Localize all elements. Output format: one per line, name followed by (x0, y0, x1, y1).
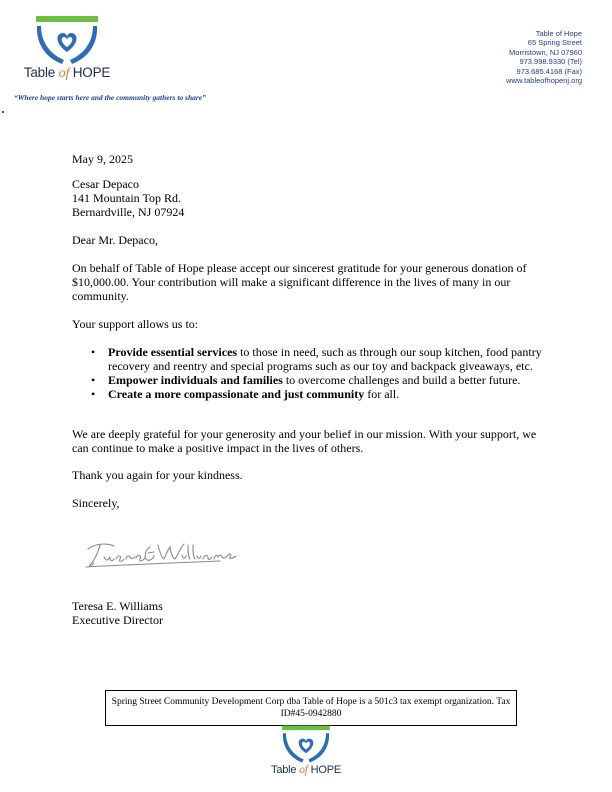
recipient-city: Bernardville, NJ 07924 (72, 205, 185, 219)
tagline: “Where hope starts here and the community gathers to share” (14, 93, 206, 102)
support-intro: Your support allows us to: (72, 317, 199, 331)
recipient-street: 141 Mountain Top Rd. (72, 191, 181, 205)
hands-heart-icon (264, 724, 348, 764)
closing: Sincerely, (72, 496, 120, 510)
thanks-line: Thank you again for your kindness. (72, 468, 243, 482)
signer-title: Executive Director (72, 613, 163, 627)
list-item (91, 345, 551, 373)
recipient-name: Cesar Depaco (72, 177, 139, 191)
contact-org: Table of Hope (535, 29, 582, 38)
support-list (91, 345, 551, 401)
signer-block (72, 599, 163, 627)
salutation: Dear Mr. Depaco, (72, 233, 158, 247)
list-item-text: for all. (364, 387, 400, 401)
list-item-text: to those in need, such as through our soup kitchen, food pantry recovery and reentry and special programs such as our toy and backpack giveaways, etc. (108, 345, 542, 373)
contact-fax: 973.685.4168 (Fax) (516, 66, 582, 76)
handwritten-signature (80, 535, 240, 575)
letter-date: May 9, 2025 (72, 152, 133, 166)
contact-block (506, 29, 582, 85)
recipient-address (72, 177, 184, 219)
tax-exempt-notice: Spring Street Community Development Corp dba Table of Hope is a 501c3 tax exempt organization. Tax ID#45-0942880 (105, 690, 517, 726)
table-of-hope-logo (14, 14, 120, 94)
list-item (91, 373, 551, 387)
list-item (91, 387, 551, 401)
footer-logo (264, 724, 348, 784)
list-item-bold: Create a more compassionate and just community (108, 387, 365, 401)
bullet-icon: • (91, 373, 96, 387)
bullet-icon: • (91, 345, 96, 359)
bullet-icon: • (91, 387, 96, 401)
signer-name: Teresa E. Williams (72, 599, 163, 613)
logo-wordmark: Table of HOPE (271, 764, 341, 776)
list-item-bold: Provide essential services (108, 345, 238, 359)
paragraph-mission: We are deeply grateful for your generosity and your belief in our mission. With your support, we can continue to make a positive impact in the lives of others. (72, 427, 537, 455)
hands-heart-icon (14, 14, 120, 66)
contact-website[interactable]: www.tableofhopenj.org (506, 76, 582, 86)
contact-tel: 973.998.9330 (Tel) (519, 57, 582, 67)
contact-city: Morristown, NJ 07960 (509, 47, 582, 57)
paragraph-gratitude: On behalf of Table of Hope please accept our sincerest gratitude for your generous donation of $10,000.00. Your contribution will make a significant difference in the lives of many in our community. (72, 261, 527, 303)
list-item-bold: Empower individuals and families (108, 373, 283, 387)
stray-mark (2, 111, 4, 113)
list-item-text: to overcome challenges and build a better future. (282, 373, 521, 387)
contact-street: 65 Spring Street (527, 38, 582, 48)
logo-wordmark: Table of HOPE (23, 65, 111, 81)
